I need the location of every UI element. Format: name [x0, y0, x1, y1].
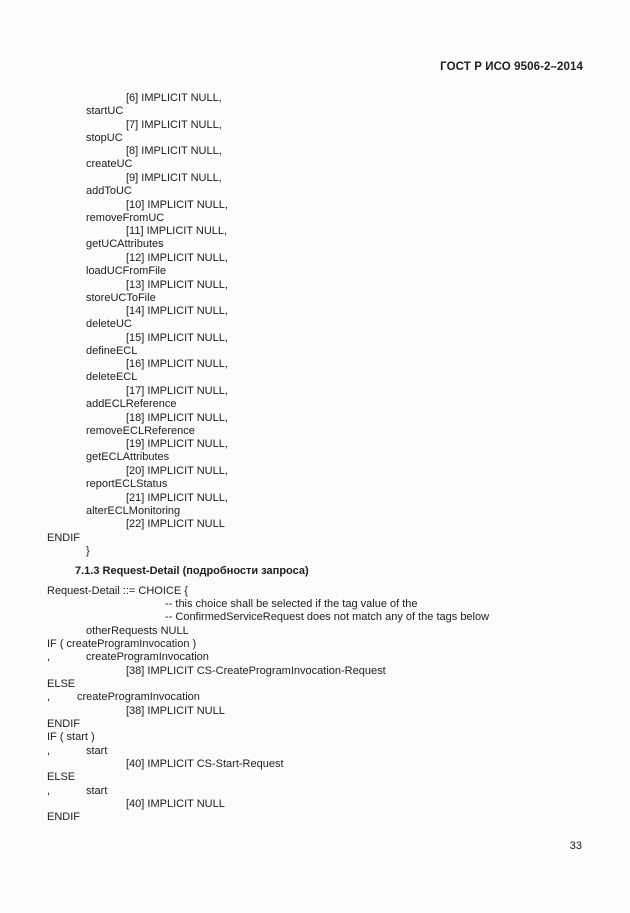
- code-line: loadUCFromFile: [86, 265, 167, 277]
- code-line: getECLAttributes: [86, 451, 170, 463]
- code-line: deleteECL: [86, 371, 138, 383]
- code-line: [40] IMPLICIT NULL: [126, 798, 225, 810]
- code-line: addECLReference: [86, 398, 177, 410]
- code-line: [12] IMPLICIT NULL,: [126, 252, 228, 264]
- code-line: [14] IMPLICIT NULL,: [126, 305, 228, 317]
- code-line: [16] IMPLICIT NULL,: [126, 358, 228, 370]
- code-line: [21] IMPLICIT NULL,: [126, 492, 228, 504]
- page-number: 33: [569, 840, 582, 852]
- code-line: defineECL: [86, 345, 138, 357]
- code-line: createUC: [86, 158, 133, 170]
- code-line: addToUC: [86, 185, 132, 197]
- code-line: ENDIF: [47, 718, 80, 730]
- code-line: ELSE: [47, 771, 76, 783]
- code-line: startUC: [86, 105, 124, 117]
- code-line: [10] IMPLICIT NULL,: [126, 199, 228, 211]
- code-line: [38] IMPLICIT CS-CreateProgramInvocation-Request: [126, 665, 386, 677]
- code-line: deleteUC: [86, 318, 132, 330]
- code-line: removeECLReference: [86, 425, 195, 437]
- code-line: ELSE: [47, 678, 76, 690]
- code-line: reportECLStatus: [86, 478, 168, 490]
- code-line: start: [86, 785, 108, 797]
- code-line: [38] IMPLICIT NULL: [126, 705, 225, 717]
- code-line: ENDIF: [47, 532, 80, 544]
- code-line: [9] IMPLICIT NULL,: [126, 172, 222, 184]
- code-line: [22] IMPLICIT NULL: [126, 518, 225, 530]
- code-line: [17] IMPLICIT NULL,: [126, 385, 228, 397]
- code-comment: -- ConfirmedServiceRequest does not match any of the tags below: [165, 611, 490, 623]
- code-line: ,: [47, 745, 51, 757]
- code-line: [40] IMPLICIT CS-Start-Request: [126, 758, 284, 770]
- code-line: }: [86, 545, 90, 557]
- code-line: [8] IMPLICIT NULL,: [126, 145, 222, 157]
- code-line: ,: [47, 785, 51, 797]
- code-line: ENDIF: [47, 811, 80, 823]
- code-line: start: [86, 745, 108, 757]
- code-line: getUCAttributes: [86, 238, 164, 250]
- code-line: [11] IMPLICIT NULL,: [126, 225, 228, 237]
- code-line: IF ( createProgramInvocation ): [47, 638, 197, 650]
- code-line: [7] IMPLICIT NULL,: [126, 119, 222, 131]
- code-line: createProgramInvocation: [86, 651, 209, 663]
- code-line: [6] IMPLICIT NULL,: [126, 92, 222, 104]
- code-line: createProgramInvocation: [77, 691, 200, 703]
- code-line: IF ( start ): [47, 731, 95, 743]
- code-line: stopUC: [86, 132, 123, 144]
- section-heading: 7.1.3 Request-Detail (подробности запроса): [75, 565, 309, 577]
- code-line: [20] IMPLICIT NULL,: [126, 465, 228, 477]
- code-line: [19] IMPLICIT NULL,: [126, 438, 228, 450]
- code-line: [18] IMPLICIT NULL,: [126, 412, 228, 424]
- code-line: [15] IMPLICIT NULL,: [126, 332, 228, 344]
- code-line: alterECLMonitoring: [86, 505, 181, 517]
- code-line: storeUCToFile: [86, 292, 156, 304]
- code-line: otherRequests NULL: [86, 625, 189, 637]
- code-line: ,: [47, 651, 51, 663]
- code-comment: -- this choice shall be selected if the tag value of the: [165, 598, 418, 610]
- code-line: Request-Detail ::= CHOICE {: [47, 585, 188, 597]
- code-line: [13] IMPLICIT NULL,: [126, 279, 228, 291]
- code-line: ,: [47, 691, 51, 703]
- code-line: removeFromUC: [86, 212, 165, 224]
- standard-designation: ГОСТ Р ИСО 9506-2–2014: [440, 61, 583, 73]
